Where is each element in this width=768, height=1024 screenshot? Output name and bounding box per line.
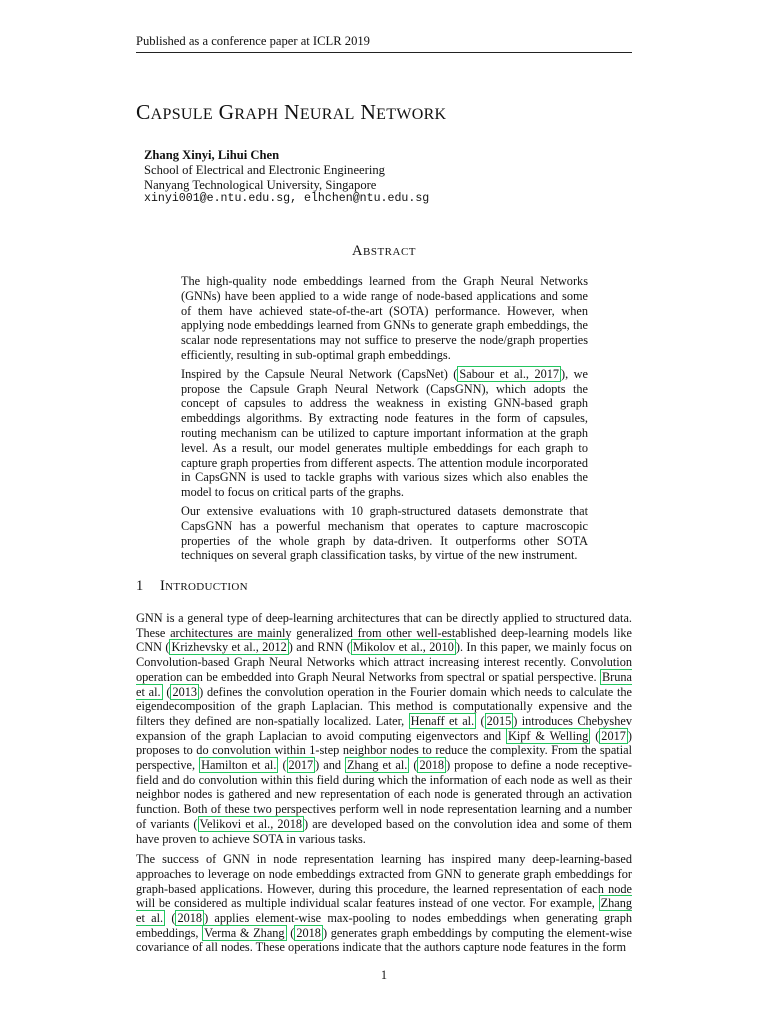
- title-word-2-initial: G: [218, 100, 235, 124]
- abstract-p2-text-b: ), we propose the Capsule Graph Neural Network (CapsGNN), which adopts the concept of capsules to address the weakness in existing GNN-based graph embeddings algorithms. By extracting node features in the form of capsules, routing mechanism can be utilized to capture important information at the graph level. As a result, our model generates multiple embeddings for each graph to capture graph properties from different aspects. The attention module incorporated in CapsGNN is used to tackle graphs with various sizes which also enables the model to focus on critical parts of the graphs.: [181, 366, 588, 500]
- section-number: 1: [136, 578, 144, 594]
- section-heading-initial: I: [160, 578, 166, 594]
- author-block: [144, 148, 429, 207]
- text-run: (: [409, 758, 418, 773]
- text-run: (: [278, 758, 287, 773]
- page-number: 1: [380, 968, 388, 982]
- author-department: School of Electrical and Electronic Engineering: [144, 162, 385, 177]
- text-run: ) proposes to do convolution within 1-step neighbor nodes to reduce the complexity. From the spatial perspective,: [136, 728, 632, 773]
- text-run: ) propose to define a node receptive-field and do convolution within this field during which the information of each node as well as their neighbor nodes is gathered and new representation of each node is generated through an activation function. Both of these two perspectives perform well in node representation learning and a number of variants (: [136, 758, 633, 831]
- author-names: Zhang Xinyi, Lihui Chen: [144, 148, 280, 162]
- citation-year-link[interactable]: 2018: [177, 911, 203, 926]
- text-run: (: [286, 925, 295, 940]
- citation-link[interactable]: Hamilton et al.: [201, 758, 277, 773]
- citation-link[interactable]: Zhang et al.: [136, 896, 632, 926]
- text-run: ) defines the convolution operation in the Fourier domain which needs to calculate the eigendecomposition of the graph Laplacian. This method is computationally expensive and the filters they defined are non-spatially localized. Later,: [136, 684, 632, 728]
- text-run: ). In this paper, we mainly focus on Convolution-based Graph Neural Networks which attract increasing interest recently. Convolution operation can be embedded into Graph Neural Networks from spectral or spatial perspective.: [136, 640, 633, 684]
- text-run: ) and: [315, 758, 346, 773]
- citation-link[interactable]: Velikovi et al., 2018: [199, 816, 303, 831]
- title-word-3-initial: N: [284, 100, 300, 124]
- text-run: (: [590, 728, 600, 743]
- abstract-heading-rest: BSTRACT: [362, 246, 416, 258]
- introduction-body: [136, 611, 632, 961]
- citation-link[interactable]: Mikolov et al., 2010: [352, 640, 454, 655]
- title-word-3-rest: EURAL: [299, 106, 355, 123]
- author-email[interactable]: xinyi001@e.ntu.edu.sg, elhchen@ntu.edu.sg: [144, 192, 430, 206]
- intro-paragraph-1: [136, 611, 632, 846]
- text-run: (: [165, 911, 176, 926]
- text-run: ) applies element-wise max-pooling to nodes embeddings when generating graph embeddings,: [136, 911, 632, 940]
- author-university: Nanyang Technological University, Singapore: [144, 177, 377, 192]
- citation-year-link[interactable]: 2015: [486, 713, 512, 728]
- citation-year-link[interactable]: 2013: [172, 684, 198, 699]
- citation-link[interactable]: Krizhevsky et al., 2012: [171, 640, 287, 655]
- citation-year-link[interactable]: 2017: [601, 728, 626, 743]
- title-word-4-rest: ETWORK: [376, 106, 447, 123]
- header-text: Published as a conference paper at ICLR 2019: [136, 34, 370, 48]
- title-word-1-initial: C: [136, 100, 151, 124]
- abstract-paragraph-1: The high-quality node embeddings learned from the Graph Neural Networks (GNNs) have been applied to a wide range of node-based applications and some of them have achieved state-of-the-art (SOTA) performance. However, when applying node embeddings learned from GNNs to generate graph embeddings, the scalar node representations may not suffice to preserve the node/graph properties efficiently, resulting in sub-optimal graph embeddings.: [181, 274, 588, 362]
- intro-paragraph-2: [136, 852, 632, 955]
- citation-year-link[interactable]: 2018: [419, 758, 445, 773]
- text-run: (: [476, 713, 485, 728]
- text-run: ) introduces Chebyshev expansion of the graph Laplacian to avoid computing eigenvectors and: [136, 713, 632, 743]
- text-run: GNN is a general type of deep-learning architectures that can be directly applied to structured data. These architectures are mainly generalized from other well-established deep-learning models like CNN (: [136, 611, 632, 655]
- text-run: (: [162, 684, 171, 699]
- abstract-paragraph-3: Our extensive evaluations with 10 graph-structured datasets demonstrate that CapsGNN has a powerful mechanism that operates to capture macroscopic properties of the whole graph by data-driven. It outperforms other SOTA techniques on several graph classification tasks, by virtue of the new instrument.: [181, 503, 588, 563]
- citation-year-link[interactable]: 2017: [288, 758, 314, 773]
- text-run: ) and RNN (: [288, 640, 351, 655]
- citation-link[interactable]: Verma & Zhang: [204, 925, 285, 940]
- section-heading-rest: NTRODUCTION: [165, 581, 248, 593]
- abstract-heading-initial: A: [352, 243, 363, 259]
- text-run: The success of GNN in node representation learning has inspired many deep-learning-based approaches to leverage on node embeddings extracted from GNN to generate graph embeddings for graph-based applications. However, during this procedure, the learned representation of each node will be considered as multiple individual scalar features instead of one vector. For example,: [136, 852, 632, 911]
- text-run: ) generates graph embeddings by computing the element-wise covariance of all nodes. These operations indicate that the authors capture node features in the form: [136, 925, 633, 955]
- abstract-heading: [136, 243, 632, 260]
- citation-link[interactable]: Henaff et al.: [410, 713, 475, 728]
- abstract-body: [181, 274, 588, 567]
- text-run: ) are developed based on the convolution idea and some of them have proven to achieve SOTA in various tasks.: [136, 816, 632, 846]
- title-word-4-initial: N: [360, 100, 377, 124]
- citation-link[interactable]: Bruna et al.: [136, 669, 632, 699]
- citation-year-link[interactable]: 2018: [296, 925, 321, 940]
- title-word-1-rest: APSULE: [150, 106, 213, 123]
- title-word-2-rest: RAPH: [234, 106, 279, 123]
- citation-link[interactable]: Sabour et al., 2017: [459, 366, 560, 381]
- abstract-p2-text-a: Inspired by the Capsule Neural Network (CapsNet) (: [181, 366, 458, 381]
- paper-title: [136, 100, 446, 125]
- section-heading-introduction: [136, 578, 248, 595]
- running-header: [136, 34, 632, 53]
- citation-link[interactable]: Kipf & Welling: [507, 728, 589, 743]
- abstract-paragraph-2: [181, 367, 588, 500]
- citation-link[interactable]: Zhang et al.: [347, 758, 408, 773]
